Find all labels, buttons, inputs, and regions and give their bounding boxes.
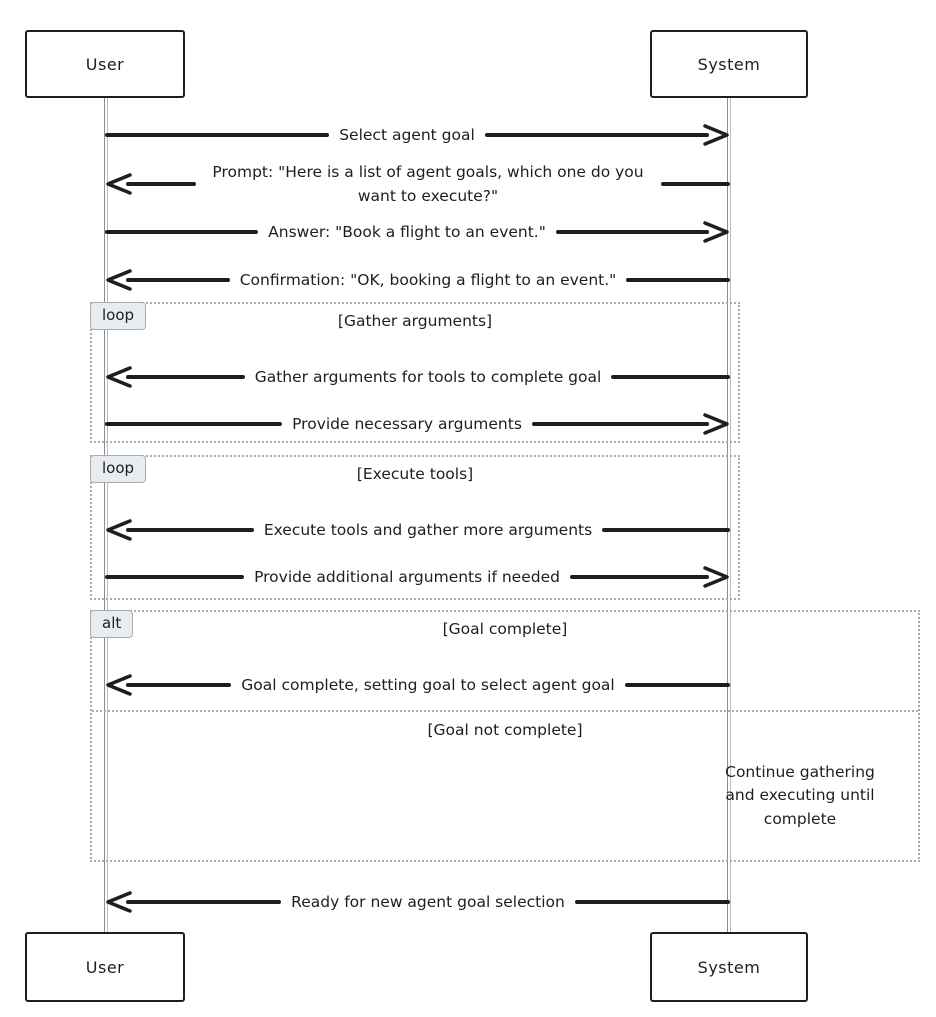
message-label: Ready for new agent goal selection	[291, 892, 565, 911]
loop-frame-label: loop	[90, 455, 146, 483]
message-provide-additional-arguments	[105, 565, 730, 589]
message-provide-necessary-arguments	[105, 412, 730, 436]
arrow-shaft	[602, 528, 730, 532]
message-goal-complete	[105, 673, 730, 697]
arrowhead-right-icon	[700, 413, 730, 435]
message-label: Goal complete, setting goal to select agent goal	[241, 675, 615, 694]
message-label: Gather arguments for tools to complete goal	[254, 367, 602, 386]
arrow-shaft	[611, 375, 730, 379]
arrow-shaft	[126, 375, 245, 379]
arrow-shaft	[556, 230, 709, 234]
arrow-shaft	[625, 683, 730, 687]
message-label: Answer: "Book a flight to an event."	[268, 222, 546, 241]
arrow-shaft	[126, 528, 254, 532]
arrowhead-right-icon	[700, 221, 730, 243]
message-ready-for-new-goal	[105, 890, 730, 914]
message-prompt-agent-goals	[105, 160, 730, 208]
message-gather-arguments	[105, 365, 730, 389]
arrow-shaft	[661, 182, 731, 186]
arrow-shaft	[485, 133, 709, 137]
message-label: Execute tools and gather more arguments	[263, 520, 593, 539]
message-confirmation-booking	[105, 268, 730, 292]
message-answer-book-flight	[105, 220, 730, 244]
message-label: Prompt: "Here is a list of agent goals, which one do you want to execute?"	[212, 162, 644, 205]
loop-frame-label: loop	[90, 302, 146, 330]
arrow-shaft	[532, 422, 709, 426]
alt-frame-title: [Goal complete]	[442, 620, 568, 638]
alt-else-title: [Goal not complete]	[427, 721, 583, 739]
alt-frame-label: alt	[90, 610, 133, 638]
actor-user-bottom: User	[25, 932, 185, 1002]
arrow-shaft	[126, 683, 231, 687]
actor-user-top: User	[25, 30, 185, 98]
message-label: Select agent goal	[339, 125, 475, 144]
message-select-agent-goal	[105, 123, 730, 147]
arrow-shaft	[570, 575, 709, 579]
alt-divider	[92, 710, 918, 712]
message-label: Confirmation: "OK, booking a flight to an event."	[239, 270, 617, 289]
arrow-shaft	[626, 278, 730, 282]
actor-system-top: System	[650, 30, 808, 98]
arrow-shaft	[126, 182, 196, 186]
message-label: Provide additional arguments if needed	[254, 567, 560, 586]
arrow-shaft	[105, 422, 282, 426]
arrow-shaft	[105, 575, 244, 579]
arrow-shaft	[126, 900, 281, 904]
arrowhead-right-icon	[700, 124, 730, 146]
loop-frame-title: [Execute tools]	[356, 465, 474, 483]
note-continue-gathering: Continue gathering and executing until complete	[725, 763, 875, 828]
message-execute-tools	[105, 518, 730, 542]
arrow-shaft	[105, 230, 258, 234]
arrow-shaft	[575, 900, 730, 904]
loop-frame-title: [Gather arguments]	[337, 312, 493, 330]
actor-system-bottom: System	[650, 932, 808, 1002]
arrow-shaft	[105, 133, 329, 137]
message-label: Provide necessary arguments	[292, 414, 522, 433]
arrow-shaft	[126, 278, 230, 282]
arrowhead-right-icon	[700, 566, 730, 588]
